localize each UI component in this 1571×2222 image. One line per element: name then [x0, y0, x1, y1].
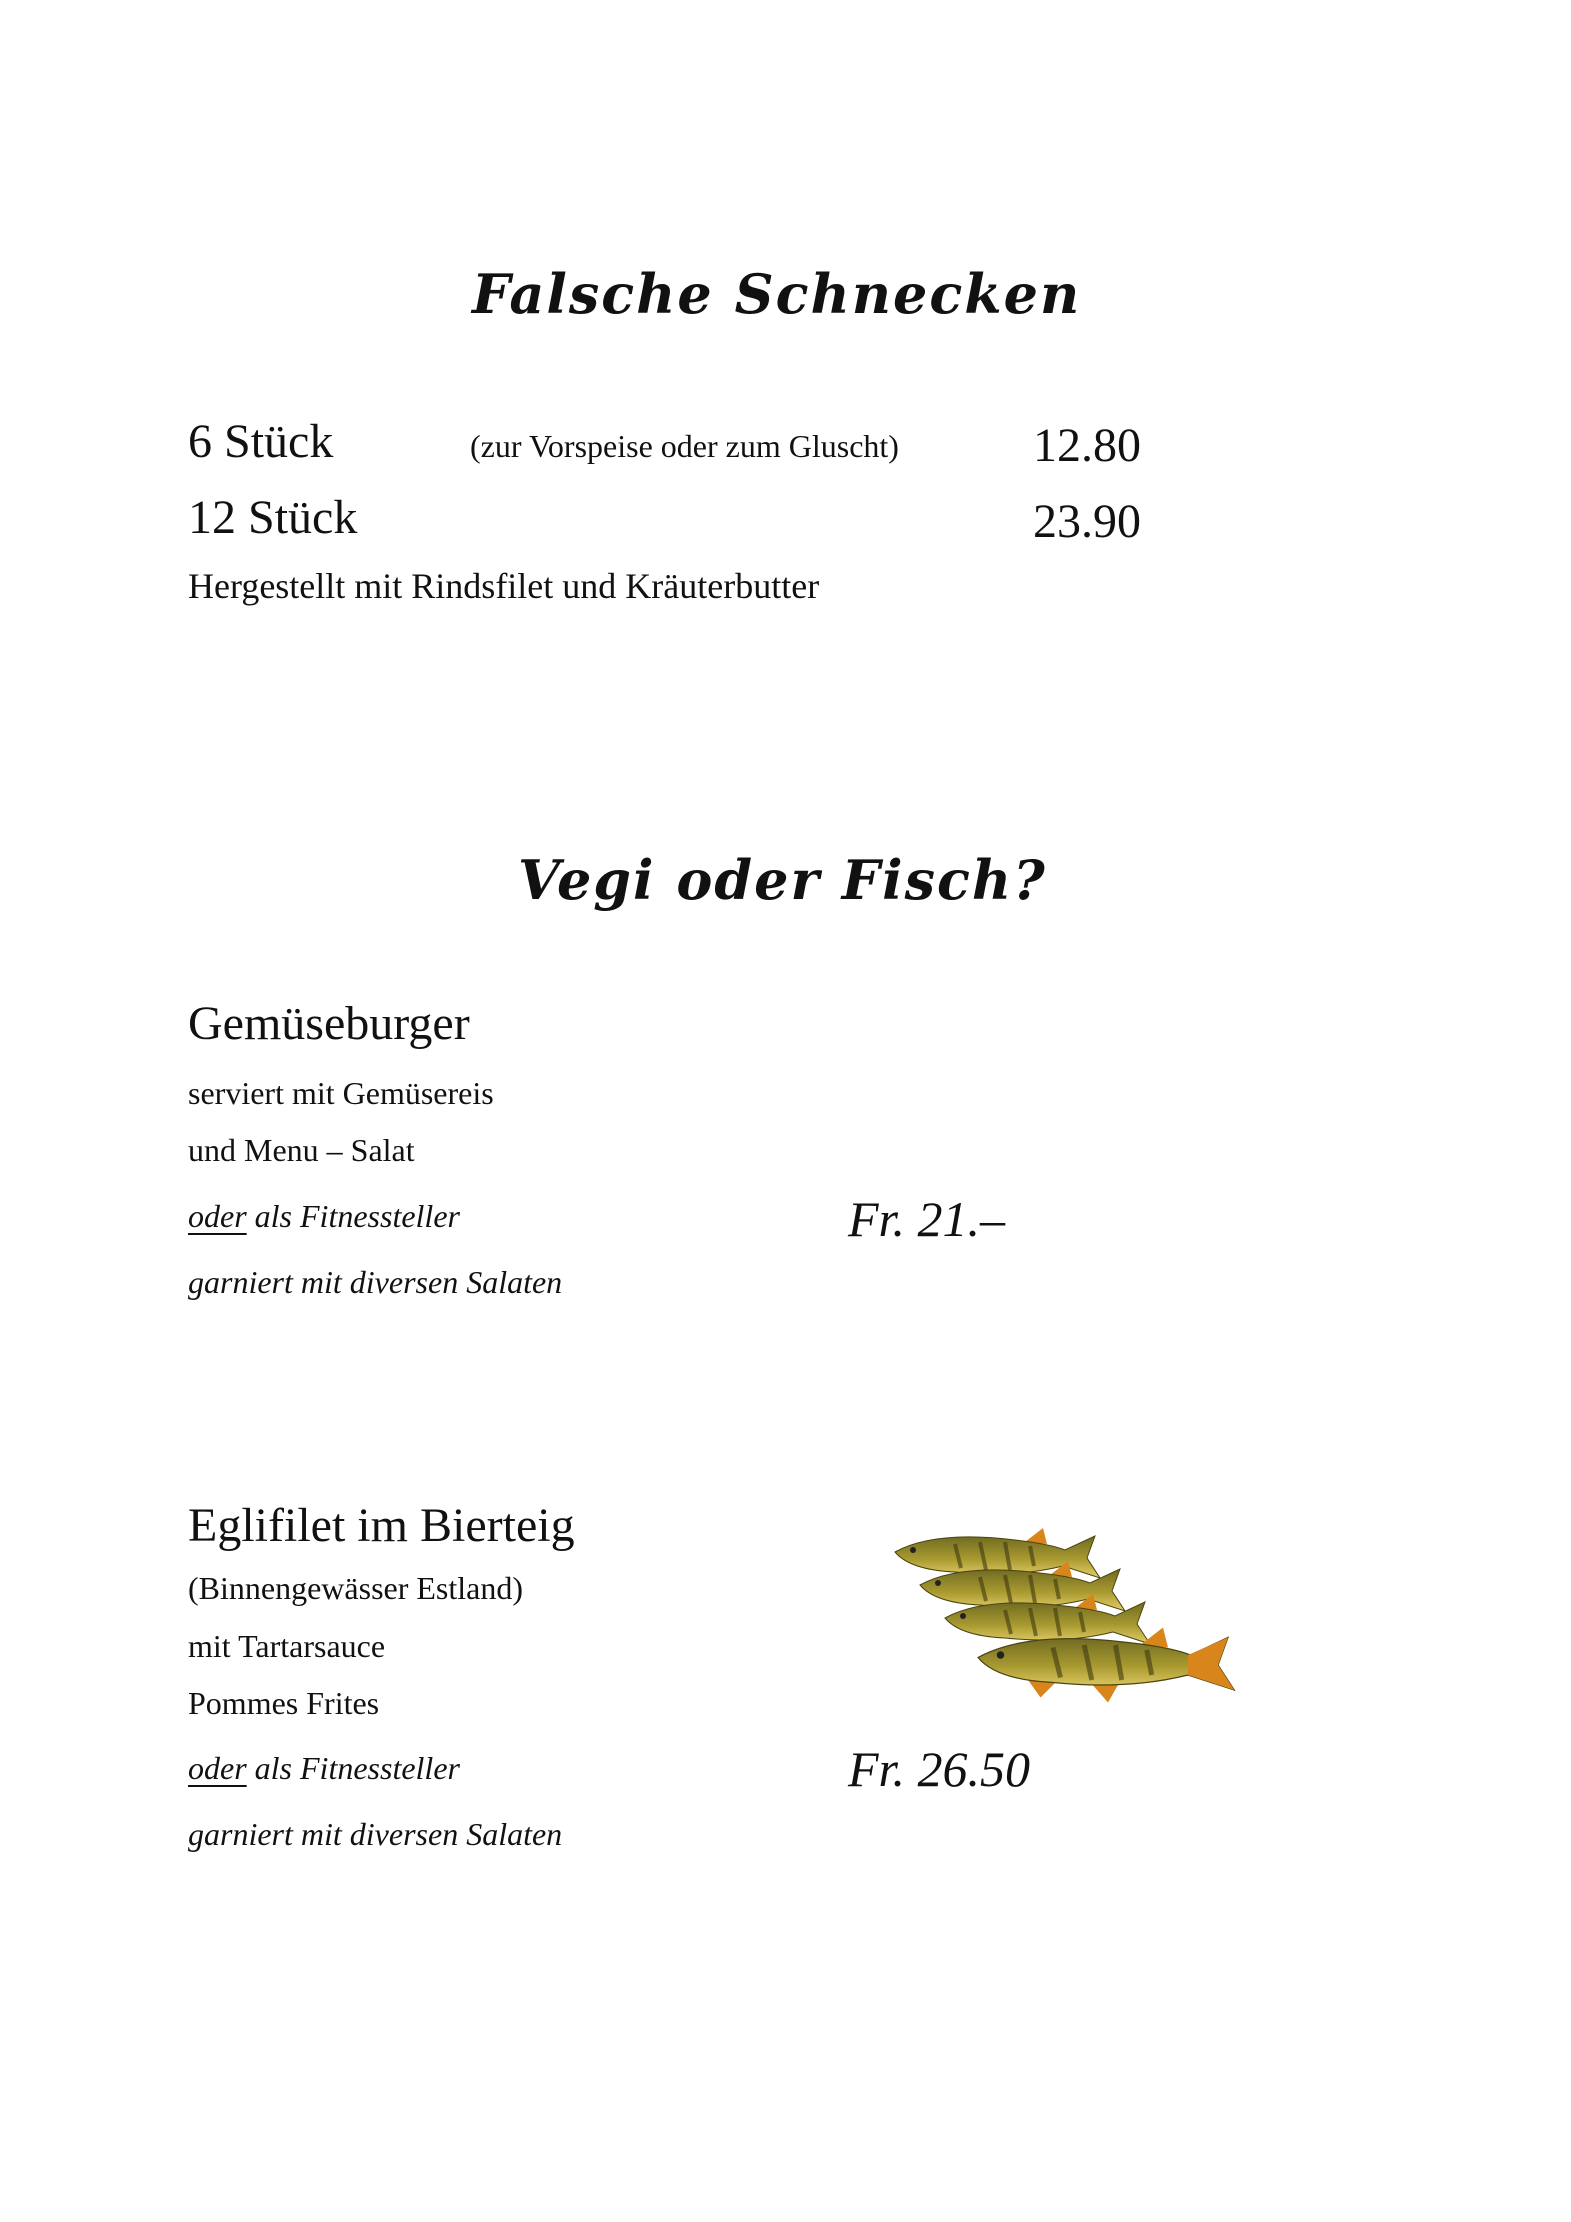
- gemueseburger-alt: [188, 1198, 460, 1235]
- eglifilet-alt-prefix: oder: [188, 1750, 247, 1786]
- fish-illustration: [890, 1500, 1270, 1770]
- heading-vegi-oder-fisch: Vegi oder Fisch?: [518, 848, 1047, 912]
- gemueseburger-alt-line: garniert mit diversen Salaten: [188, 1264, 563, 1300]
- eglifilet-line2: mit Tartarsauce: [188, 1628, 386, 1664]
- schnecken-price-12: 23.90: [1033, 495, 1141, 548]
- eglifilet-line1: (Binnengewässer Estland): [188, 1570, 524, 1606]
- schnecken-description: Hergestellt mit Rindsfilet und Kräuterbutter: [188, 566, 820, 606]
- eglifilet-alt-line: garniert mit diversen Salaten: [188, 1816, 563, 1852]
- schnecken-qty-12: 12 Stück: [188, 491, 358, 544]
- gemueseburger-price: Fr. 21.–: [848, 1191, 1005, 1247]
- heading-falsche-schnecken: Falsche Schnecken: [472, 262, 1082, 326]
- eglifilet-name: Eglifilet im Bierteig: [188, 1499, 575, 1552]
- gemueseburger-alt-prefix: oder: [188, 1198, 247, 1234]
- eglifilet-alt-text: als Fitnessteller: [246, 1750, 460, 1786]
- schnecken-price-6: 12.80: [1033, 419, 1141, 472]
- schnecken-qty-6: 6 Stück: [188, 415, 334, 468]
- gemueseburger-line2: und Menu – Salat: [188, 1132, 415, 1168]
- gemueseburger-alt-text: als Fitnessteller: [246, 1198, 460, 1234]
- schnecken-note: (zur Vorspeise oder zum Gluscht): [470, 428, 899, 464]
- eglifilet-alt: [188, 1750, 460, 1787]
- eglifilet-price: Fr. 26.50: [848, 1741, 1030, 1797]
- eglifilet-line3: Pommes Frites: [188, 1685, 380, 1721]
- gemueseburger-line1: serviert mit Gemüsereis: [188, 1075, 494, 1111]
- gemueseburger-name: Gemüseburger: [188, 997, 470, 1050]
